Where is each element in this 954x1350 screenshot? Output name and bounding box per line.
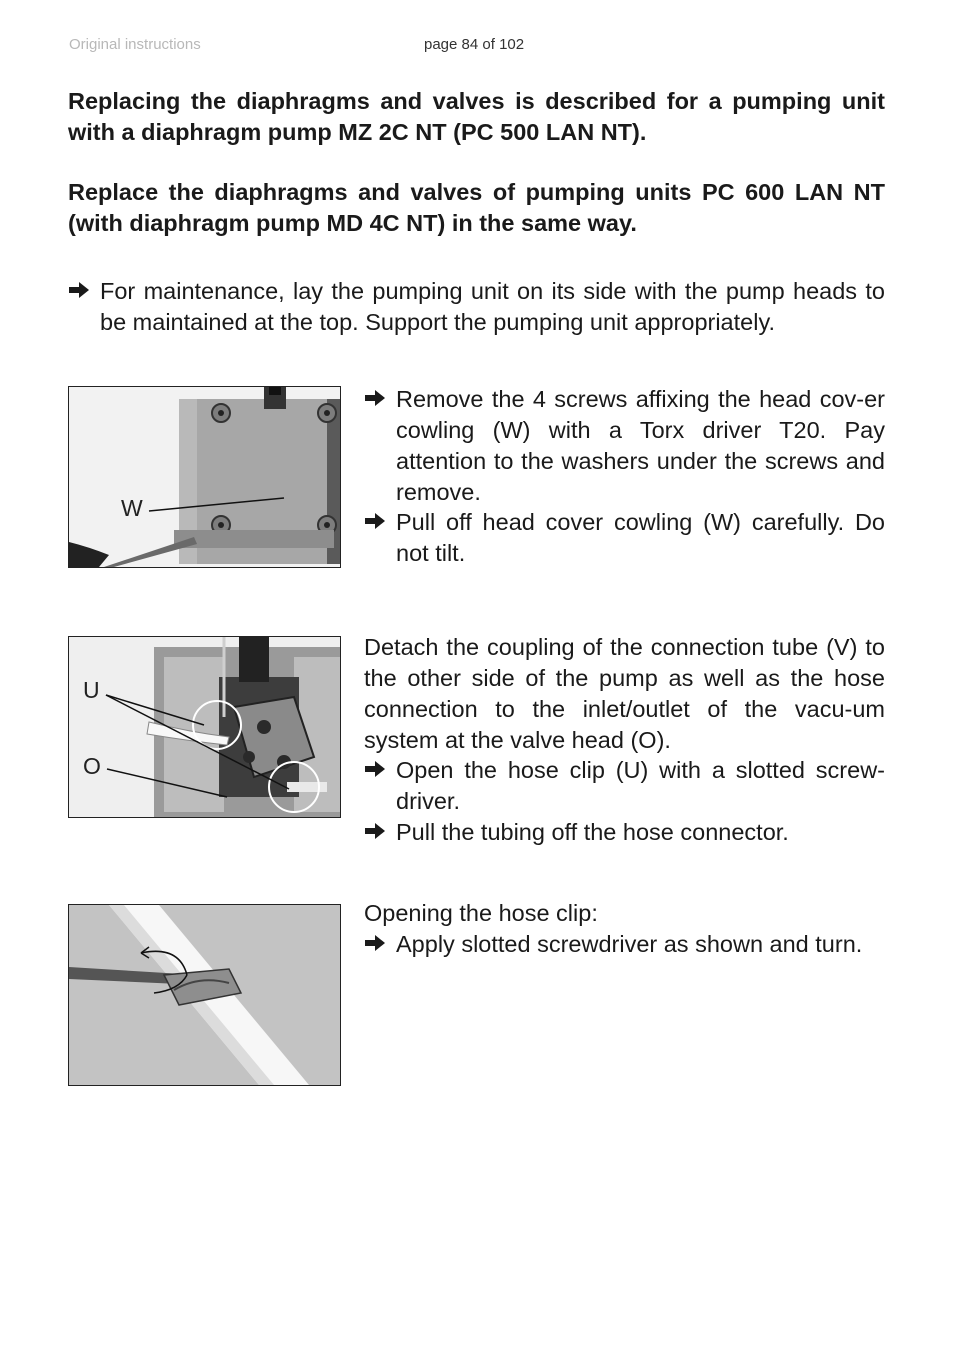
section3-step-1 [364,929,885,960]
section2-step-1-text: Open the hose clip (U) with a slotted screw-driver. [396,757,885,814]
valve-head-photo [69,637,340,817]
figure-hose-connection [68,636,341,818]
figure-label-o: O [83,753,101,779]
page-number: page 84 of 102 [424,36,525,53]
intro-step-text: For maintenance, lay the pumping unit on its side with the pump heads to be maintained at the top. Support the pumping unit appropriately. [100,278,885,335]
right-arrow-icon [364,388,386,408]
figure-head-cover-cowling [68,386,341,568]
section1-step-1 [364,384,885,508]
section1-step-2-text: Pull off head cover cowling (W) carefully. Do not tilt. [396,509,885,566]
hose-clip-photo [69,905,340,1085]
intro-step [68,276,885,338]
right-arrow-icon [364,759,386,779]
section2-step-2 [364,817,885,848]
right-arrow-icon [68,280,90,300]
figure-label-w: W [121,495,143,521]
section2-intro: Detach the coupling of the connection tube (V) to the other side of the pump as well as the hose connection to the inlet/outlet of the vacu-um system at the valve head (O). [364,634,885,753]
figure-label-u: U [83,677,100,703]
section3-step-1-text: Apply slotted screwdriver as shown and turn. [396,931,863,957]
section1-step-2 [364,507,885,569]
section2-step-1 [364,755,885,817]
intro-bold-paragraph-1: Replacing the diaphragms and valves is described for a pumping unit with a diaphragm pump MZ 2C NT (PC 500 LAN NT). [68,88,885,145]
right-arrow-icon [364,933,386,953]
right-arrow-icon [364,511,386,531]
section2-step-2-text: Pull the tubing off the hose connector. [396,819,789,845]
header-left-label: Original instructions [69,36,201,53]
right-arrow-icon [364,821,386,841]
figure-hose-clip [68,904,341,1086]
head-cover-photo [69,387,340,567]
section3-intro: Opening the hose clip: [364,900,598,926]
section1-step-1-text: Remove the 4 screws affixing the head cov-er cowling (W) with a Torx driver T20. Pay attention to the washers under the screws and remove. [396,386,885,505]
intro-bold-paragraph-2: Replace the diaphragms and valves of pumping units PC 600 LAN NT (with diaphragm pump MD 4C NT) in the same way. [68,179,885,236]
